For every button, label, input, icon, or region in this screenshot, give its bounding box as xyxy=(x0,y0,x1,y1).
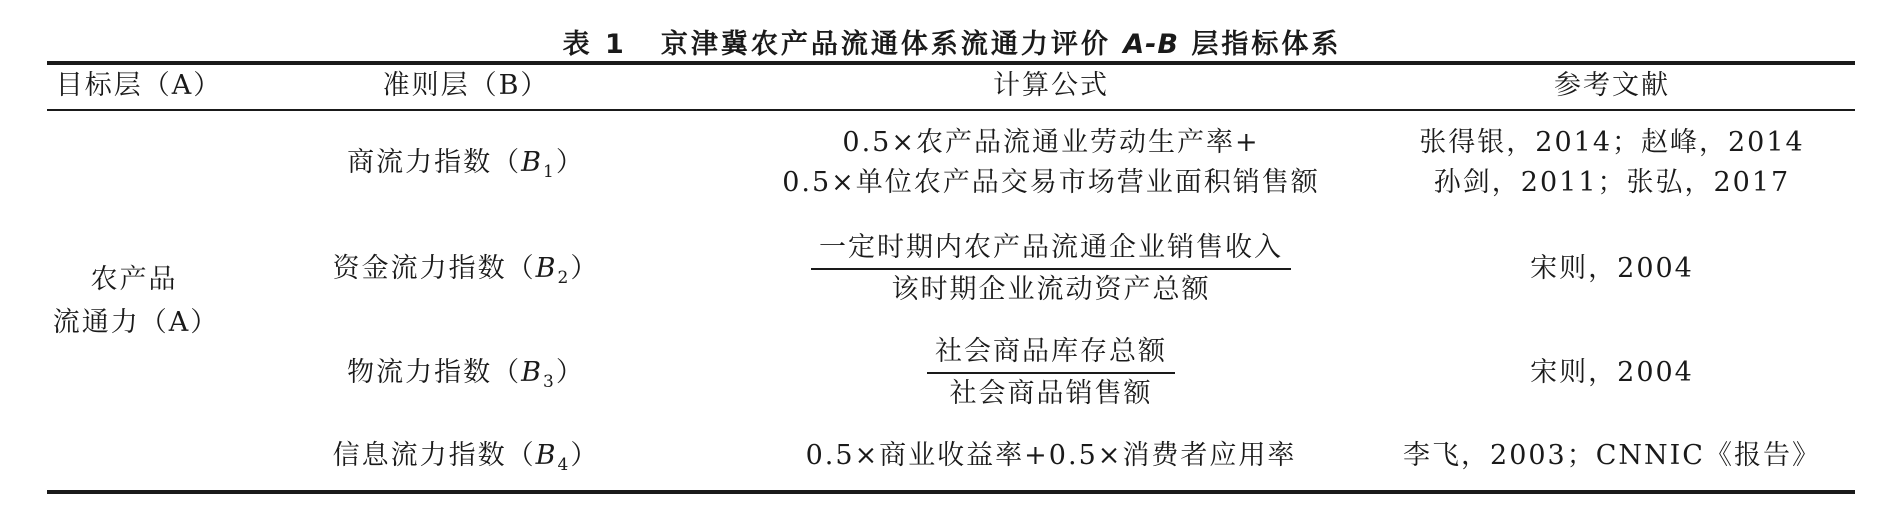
formula-b1-line-1: 0.5×农产品流通业劳动生产率+ xyxy=(842,127,1260,158)
target-line-2: 流通力（A） xyxy=(52,307,220,338)
target-line-1: 农产品 xyxy=(90,264,178,295)
criterion-b1 xyxy=(347,143,585,183)
table-caption xyxy=(0,22,1904,61)
caption-title-suffix: 层指标体系 xyxy=(1191,29,1342,60)
formula-b2-fraction xyxy=(811,228,1291,310)
criterion-b2 xyxy=(333,249,600,289)
table-number: 表 1 xyxy=(562,29,627,60)
criterion-b4-label: 信息流力指数（ xyxy=(332,440,536,471)
criterion-b1-sub: 1 xyxy=(543,162,556,182)
formula-b2-numerator: 一定时期内农产品流通企业销售收入 xyxy=(819,232,1283,263)
criterion-b3-end: ） xyxy=(555,357,585,388)
criterion-b2-var: B xyxy=(535,253,558,284)
formula-b3-denominator: 社会商品销售额 xyxy=(949,378,1153,409)
header-rule xyxy=(47,109,1855,111)
reference-b1-line-2: 孙剑，2011；张弘，2017 xyxy=(1433,167,1791,198)
header-reference: 参考文献 xyxy=(1554,70,1670,101)
criterion-b4-var: B xyxy=(535,440,558,471)
header-criterion: 准则层（B） xyxy=(382,70,550,101)
criterion-b2-end: ） xyxy=(570,253,600,284)
reference-b2: 宋则，2004 xyxy=(1530,253,1694,284)
caption-title-prefix: 京津冀农产品流通体系流通力评价 xyxy=(660,29,1111,60)
criterion-b3 xyxy=(347,353,585,393)
criterion-b2-sub: 2 xyxy=(557,268,571,288)
criterion-b4-sub: 4 xyxy=(557,455,571,475)
formula-b2-denominator: 该时期企业流动资产总额 xyxy=(891,274,1211,305)
criterion-b3-label: 物流力指数（ xyxy=(347,357,522,388)
formula-b3-numerator: 社会商品库存总额 xyxy=(935,336,1167,367)
criterion-b3-var: B xyxy=(521,357,544,388)
reference-b1-line-1: 张得银，2014；赵峰，2014 xyxy=(1419,127,1805,158)
criterion-b4-end: ） xyxy=(570,440,600,471)
header-target: 目标层（A） xyxy=(55,70,223,101)
top-rule xyxy=(47,61,1855,65)
caption-title-ab: A-B xyxy=(1123,29,1179,60)
bottom-rule xyxy=(47,490,1855,494)
reference-b4: 李飞，2003；CNNIC《报告》 xyxy=(1403,440,1821,471)
formula-b1-line-2: 0.5×单位农产品交易市场营业面积销售额 xyxy=(782,167,1320,198)
criterion-b4 xyxy=(333,436,600,476)
criterion-b1-end: ） xyxy=(555,147,585,178)
formula-b4: 0.5×商业收益率+0.5×消费者应用率 xyxy=(805,440,1297,471)
header-formula: 计算公式 xyxy=(993,70,1109,101)
criterion-b1-label: 商流力指数（ xyxy=(347,147,522,178)
reference-b3: 宋则，2004 xyxy=(1530,357,1694,388)
criterion-b1-var: B xyxy=(521,147,544,178)
criterion-b2-label: 资金流力指数（ xyxy=(332,253,536,284)
formula-b3-fraction xyxy=(927,332,1175,414)
criterion-b3-sub: 3 xyxy=(543,372,556,392)
